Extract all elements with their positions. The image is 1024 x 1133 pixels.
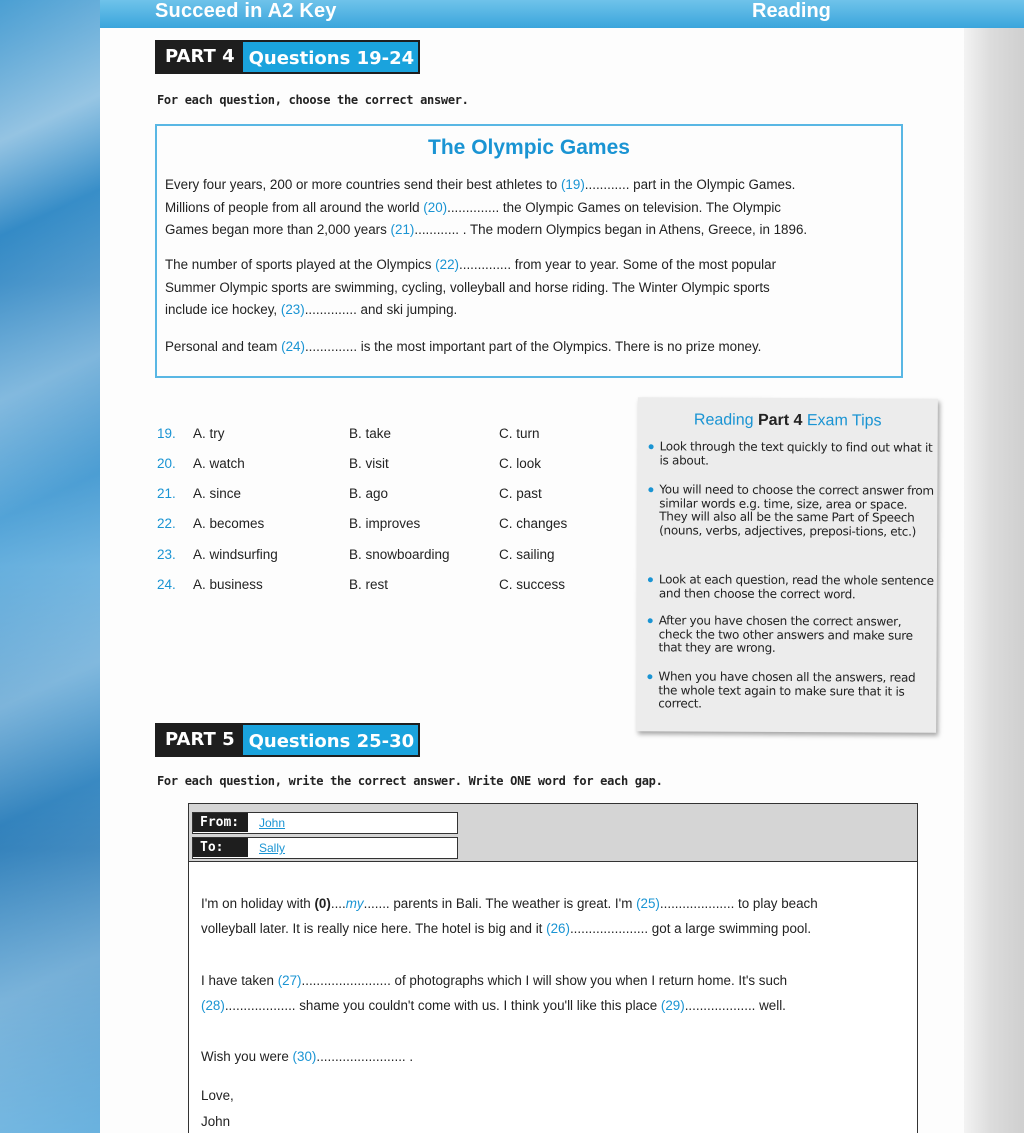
question-row — [157, 547, 597, 567]
gap-26[interactable]: (26) — [546, 921, 570, 936]
email-box — [188, 803, 918, 1133]
option-c[interactable]: C. sailing — [499, 547, 555, 562]
option-c[interactable]: C. look — [499, 456, 542, 471]
question-row — [157, 456, 597, 476]
exam-tips-card — [636, 397, 938, 733]
question-number: 19. — [157, 426, 176, 441]
paragraph-1 — [165, 174, 905, 242]
email-text: ....... parents in Bali. The weather is great. I'm — [363, 896, 637, 911]
olympic-text-box — [155, 124, 903, 378]
question-row — [157, 516, 597, 536]
gap-27[interactable]: (27) — [277, 973, 302, 988]
option-b[interactable]: B. rest — [349, 577, 389, 592]
tip-item: Look at each question, read the whole sentence and then choose the correct word. — [659, 573, 937, 601]
p2-text: .............. and ski jumping. — [304, 302, 458, 317]
gap-29[interactable]: (29) — [660, 998, 685, 1013]
tips-title-exam-tips: Exam Tips — [806, 412, 882, 430]
p2-text: include ice hockey, — [165, 302, 281, 317]
p1-text: ............ . The modern Olympics began in Athens, Greece, in 1896. — [414, 222, 808, 237]
p2-text: .............. from year to year. Some of the most popular — [459, 257, 777, 272]
gap-25[interactable]: (25) — [636, 896, 660, 911]
email-header — [189, 804, 917, 862]
question-row — [157, 577, 597, 597]
tip-item: Look through the text quickly to find out what it is about. — [660, 440, 938, 468]
email-text: volleyball later. It is really nice here. The hotel is big and it — [201, 921, 547, 936]
question-number: 23. — [157, 547, 176, 562]
tips-title-reading: Reading — [693, 411, 754, 429]
from-value: John — [259, 816, 286, 830]
example-gap-0: (0) — [314, 896, 331, 911]
p3-text: .............. is the most important part of the Olympics. There is no prize money. — [304, 339, 762, 354]
email-text: I have taken — [201, 973, 278, 988]
p1-text: Every four years, 200 or more countries send their best athletes to — [165, 177, 561, 192]
email-signature: John — [201, 1114, 231, 1129]
to-value: Sally — [259, 841, 286, 855]
p1-text: .............. the Olympic Games on television. The Olympic — [447, 199, 781, 215]
text-title: The Olympic Games — [428, 136, 630, 159]
option-b[interactable]: B. improves — [349, 516, 421, 531]
email-text: ................... shame you couldn't come with us. I think you'll like this place — [224, 998, 661, 1013]
option-c[interactable]: C. turn — [499, 426, 540, 441]
gap-21: (21) — [390, 222, 415, 237]
email-line — [201, 996, 911, 1016]
part4-questions: Questions 19-24 — [243, 40, 421, 74]
question-number: 22. — [157, 516, 176, 531]
option-b[interactable]: B. snowboarding — [349, 547, 450, 562]
email-line — [201, 971, 911, 991]
gap-23: (23) — [280, 302, 305, 317]
gap-30[interactable]: (30) — [292, 1049, 317, 1064]
from-row — [192, 812, 458, 834]
paragraph-2 — [165, 254, 905, 322]
option-a[interactable]: A. windsurfing — [193, 547, 278, 562]
part5-questions: Questions 25-30 — [243, 723, 421, 757]
gap-24: (24) — [281, 339, 305, 354]
p1-text: ............ part in the Olympic Games. — [584, 177, 796, 192]
tips-title — [638, 411, 938, 431]
decorative-blue-strip — [0, 0, 100, 1133]
option-c[interactable]: C. changes — [499, 516, 568, 531]
option-c[interactable]: C. past — [499, 486, 542, 501]
option-a[interactable]: A. since — [193, 486, 242, 501]
section-title: Reading — [752, 0, 831, 22]
gap-28[interactable]: (28) — [201, 998, 225, 1013]
email-text: I'm on holiday with — [201, 896, 315, 911]
tip-item: You will need to choose the correct answer from similar words e.g. time, size, area or space. They will also all be the same Part of Speech (nouns, verbs, adjectives, preposi-tions, etc.) — [659, 483, 937, 538]
tip-item: After you have chosen the correct answer, check the two other answers and make sure that they are wrong. — [659, 614, 937, 656]
to-row — [192, 837, 458, 859]
email-text: ........................ of photographs which I will show you when I return home. It's such — [301, 973, 788, 988]
option-a[interactable]: A. try — [193, 426, 225, 441]
email-text: Wish you were — [201, 1049, 293, 1064]
question-number: 24. — [157, 577, 176, 592]
option-b[interactable]: B. ago — [349, 486, 389, 501]
question-row — [157, 486, 597, 506]
email-text: ..................... got a large swimming pool. — [569, 921, 812, 936]
part5-instruction: For each question, write the correct answer. Write ONE word for each gap. — [157, 774, 663, 788]
p1-text: Millions of people from all around the world — [165, 199, 424, 215]
email-text: ................... well. — [684, 998, 786, 1013]
option-c[interactable]: C. success — [499, 577, 566, 592]
part5-number: PART 5 — [155, 723, 243, 757]
gap-19: (19) — [560, 177, 585, 192]
option-b[interactable]: B. take — [349, 426, 392, 441]
part4-number: PART 4 — [155, 40, 243, 74]
tip-item: When you have chosen all the answers, read the whole text again to make sure that it is correct. — [658, 670, 936, 712]
email-dots: .... — [330, 896, 346, 911]
p3-text: Personal and team — [165, 339, 282, 354]
question-number: 20. — [157, 456, 176, 471]
option-a[interactable]: A. watch — [193, 456, 245, 471]
question-number: 21. — [157, 486, 176, 501]
option-a[interactable]: A. business — [193, 577, 263, 592]
page-edge-shadow — [964, 0, 1024, 1133]
part5-label — [155, 723, 420, 757]
p1-text: Games began more than 2,000 years — [165, 222, 391, 237]
part4-label — [155, 40, 420, 74]
gap-20: (20) — [423, 199, 448, 215]
option-a[interactable]: A. becomes — [193, 516, 265, 531]
p2-text: Summer Olympic sports are swimming, cycling, volleyball and horse riding. The Winter Olympic sports — [165, 279, 770, 295]
to-label: To: — [193, 838, 248, 857]
email-line — [201, 919, 911, 939]
email-text: ........................ . — [316, 1049, 414, 1064]
gap-22: (22) — [435, 257, 459, 272]
question-row — [157, 426, 597, 446]
example-answer: my — [345, 896, 364, 911]
p2-text: The number of sports played at the Olympics — [165, 257, 436, 272]
email-signoff: Love, — [201, 1088, 234, 1103]
part4-instruction: For each question, choose the correct answer. — [157, 93, 469, 107]
option-b[interactable]: B. visit — [349, 456, 389, 471]
email-line — [201, 1047, 911, 1067]
paragraph-3 — [165, 336, 905, 359]
tips-title-part: Part 4 — [757, 411, 803, 430]
from-label: From: — [193, 813, 248, 832]
book-title: Succeed in A2 Key — [155, 0, 337, 22]
email-line — [201, 894, 911, 914]
email-text: .................... to play beach — [659, 896, 818, 911]
